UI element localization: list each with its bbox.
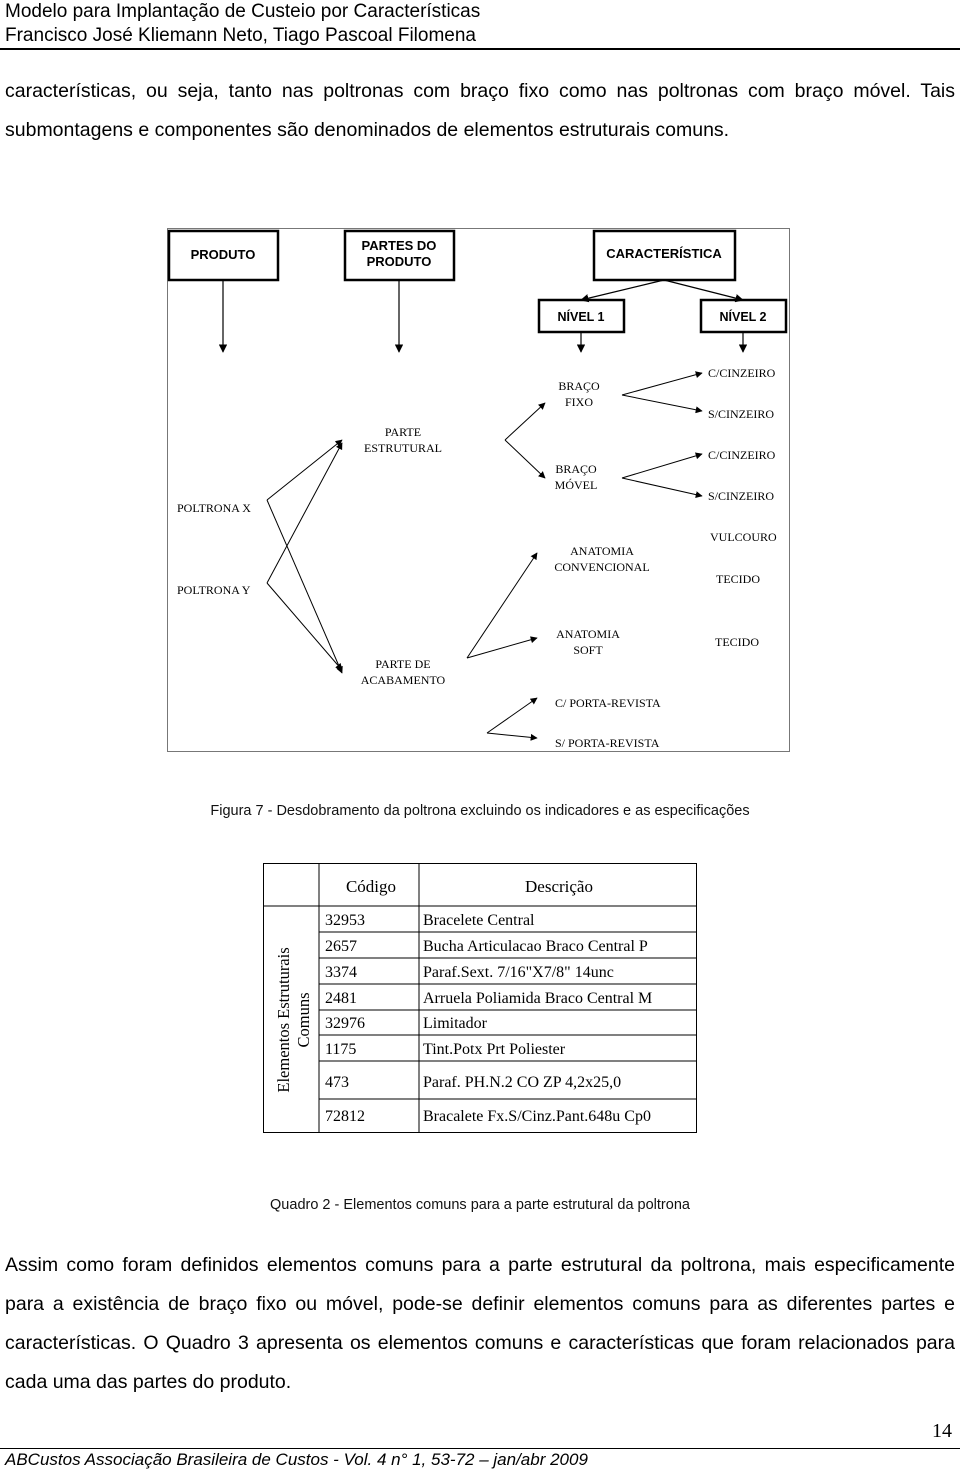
row-code: 2481	[325, 990, 357, 1007]
row-code: 32976	[325, 1015, 365, 1032]
anatomia-soft-label-2: SOFT	[573, 643, 603, 657]
parte-estrutural-label-1: PARTE	[384, 425, 422, 439]
partes-box	[345, 231, 454, 280]
braco-fixo-label-2: FIXO	[564, 395, 594, 409]
braco-movel-label-1: BRAÇO	[555, 462, 597, 476]
figure-7-caption: Figura 7 - Desdobramento da poltrona excluindo os indicadores e as especificações	[210, 803, 750, 819]
movel-s-cinzeiro-label: S/CINZEIRO	[708, 489, 774, 503]
nivel1-box	[539, 300, 624, 332]
poltrona-x-label: POLTRONA X	[177, 501, 251, 515]
row-description: Arruela Poliamida Braco Central M	[423, 990, 653, 1007]
row-description: Tint.Potx Prt Poliester	[423, 1041, 566, 1058]
parte-acabamento-label-2: ACABAMENTO	[360, 673, 446, 687]
produto-box	[169, 231, 278, 280]
journal-article-title: Modelo para Implantação de Custeio por Características	[5, 1, 481, 22]
c-porta-revista-label: C/ PORTA-REVISTA	[555, 696, 661, 710]
row-description: Bucha Articulacao Braco Central P	[423, 938, 648, 955]
partes-label-1: PARTES DO	[361, 238, 437, 253]
figure-7-diagram	[167, 228, 790, 752]
row-description: Bracelete Central	[423, 912, 535, 929]
row-description: Paraf. PH.N.2 CO ZP 4,2x25,0	[423, 1074, 622, 1091]
journal-footer: ABCustos Associação Brasileira de Custos - Vol. 4 n° 1, 53-72 – jan/abr 2009	[5, 1450, 588, 1469]
caracteristica-box	[594, 231, 735, 280]
braco-movel-label-2: MÓVEL	[554, 478, 598, 492]
column-arrows	[223, 280, 743, 352]
conv-tecido-label: TECIDO	[716, 572, 760, 586]
header-descricao: Descrição	[525, 877, 593, 896]
row-description: Bracalete Fx.S/Cinz.Pant.648u Cp0	[423, 1108, 651, 1125]
group-label-2: Comuns	[294, 992, 313, 1048]
nivel1-label: NÍVEL 1	[557, 310, 605, 324]
group-label-1: Elementos Estruturais	[274, 947, 293, 1093]
soft-tecido-label: TECIDO	[715, 635, 759, 649]
figure-frame	[168, 229, 790, 752]
header-codigo: Código	[345, 877, 397, 896]
produto-label: PRODUTO	[190, 247, 256, 262]
row-description: Paraf.Sext. 7/16"X7/8" 14unc	[423, 964, 614, 981]
vulcouro-label: VULCOURO	[710, 530, 777, 544]
nivel2-label: NÍVEL 2	[719, 310, 767, 324]
s-porta-revista-label: S/ PORTA-REVISTA	[555, 736, 660, 750]
fixo-c-cinzeiro-label: C/CINZEIRO	[708, 366, 776, 380]
article-authors: Francisco José Kliemann Neto, Tiago Pascoal Filomena	[5, 25, 477, 46]
paragraph-intro: características, ou seja, tanto nas poltronas com braço fixo como nas poltronas com braço móvel. Tais submontagens e componentes são denominados de elementos estruturais comuns.	[5, 80, 955, 141]
quadro-2-caption: Quadro 2 - Elementos comuns para a parte estrutural da poltrona	[270, 1197, 690, 1213]
row-code: 3374	[325, 964, 357, 981]
fixo-s-cinzeiro-label: S/CINZEIRO	[708, 407, 774, 421]
quadro-2-table	[263, 863, 697, 1133]
product-links	[267, 373, 702, 738]
movel-c-cinzeiro-label: C/CINZEIRO	[708, 448, 776, 462]
caracteristica-label: CARACTERÍSTICA	[606, 246, 722, 261]
partes-label-2: PRODUTO	[366, 254, 432, 269]
parte-estrutural-label-2: ESTRUTURAL	[364, 441, 442, 455]
anatomia-convencional-label-2: CONVENCIONAL	[554, 560, 650, 574]
row-code: 32953	[325, 912, 365, 929]
paragraph-body: Assim como foram definidos elementos comuns para a parte estrutural da poltrona, mais especificamente para a existência de braço fixo ou móvel, pode-se definir elementos comuns para as diferentes partes e características. O Quadro 3 apresenta os elementos comuns e características que foram relacionados para cada uma das partes do produto.	[5, 1254, 955, 1393]
row-code: 2657	[325, 938, 357, 955]
footer-rule	[0, 1448, 960, 1449]
anatomia-convencional-label-1: ANATOMIA	[570, 544, 634, 558]
table-rows	[319, 912, 697, 1125]
page-number: 14	[932, 1420, 952, 1442]
row-description: Limitador	[423, 1015, 487, 1032]
parte-acabamento-label-1: PARTE DE	[375, 657, 431, 671]
anatomia-soft-label-1: ANATOMIA	[556, 627, 620, 641]
header-rule	[0, 48, 960, 50]
poltrona-y-label: POLTRONA Y	[177, 583, 251, 597]
row-code: 1175	[325, 1041, 357, 1058]
nivel2-box	[701, 300, 786, 332]
row-code: 473	[325, 1074, 349, 1091]
running-header	[5, 0, 955, 48]
braco-fixo-label-1: BRAÇO	[558, 379, 600, 393]
row-code: 72812	[325, 1108, 365, 1125]
